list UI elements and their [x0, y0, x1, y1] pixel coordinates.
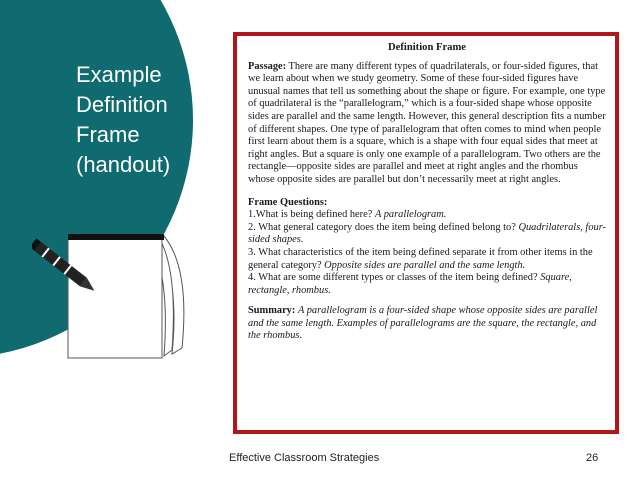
slide-title-line: Example	[76, 62, 162, 87]
slide-title-line: Definition	[76, 92, 168, 117]
footer-text: Effective Classroom Strategies	[229, 452, 380, 464]
passage-label: Passage:	[248, 60, 287, 72]
question-text: 4. What are some different types or classes of the item being defined?	[248, 272, 538, 284]
question-item	[248, 222, 606, 247]
question-text: 1.What is being defined here?	[248, 209, 373, 221]
slide-title-line: Frame	[76, 122, 140, 147]
definition-frame-handout	[233, 32, 619, 434]
page-number: 26	[586, 452, 599, 464]
summary-text: A parallelogram is a four-sided shape whose opposite sides are parallel and the same length. Examples of parallelograms are the square, the rectangle, and the rhombus.	[248, 305, 598, 342]
summary-paragraph	[248, 305, 606, 343]
passage-paragraph	[248, 61, 606, 187]
question-item	[248, 272, 606, 297]
passage-text: There are many different types of quadrilaterals, or four-sided figures, that we learn about when we study geometry. Some of these four-sided figures have unusual names that tell us something about the shape or figure. For example, one type of quadrilateral is the “parallelogram,” which is a four-sided shape whose opposite sides are parallel and the same length. However, this general description fits a number of different shapes. One type of parallelogram that often comes to mind when people first learn about them is a square, which is a shape with four equal sides that meet at right angles. But a square is only one example of a parallelogram. Two others are the rectangle—opposite sides are parallel and meet at right angles and the rhombus whose opposite sides are parallel but don’t necessarily meet at right angles.	[248, 60, 606, 185]
question-text: 3. What characteristics of the item being defined separate it from other items in the general category?	[248, 246, 593, 271]
questions-heading: Frame Questions:	[248, 196, 328, 208]
answer-text: Square, rectangle, rhombus.	[248, 272, 572, 296]
frame-title: Definition Frame	[388, 42, 466, 53]
answer-text: A parallelogram.	[374, 209, 447, 221]
slide-title	[76, 60, 226, 180]
slide-title-line: (handout)	[76, 152, 171, 177]
notepad-icon	[32, 228, 207, 378]
question-text: 2. What general category does the item being defined belong to?	[248, 221, 516, 233]
summary-label: Summary:	[248, 305, 296, 317]
question-item	[248, 209, 606, 222]
question-item	[248, 247, 606, 272]
answer-text: Opposite sides are parallel and the same length.	[324, 259, 526, 271]
answer-text: Quadrilaterals, four-sided shapes.	[248, 221, 607, 246]
